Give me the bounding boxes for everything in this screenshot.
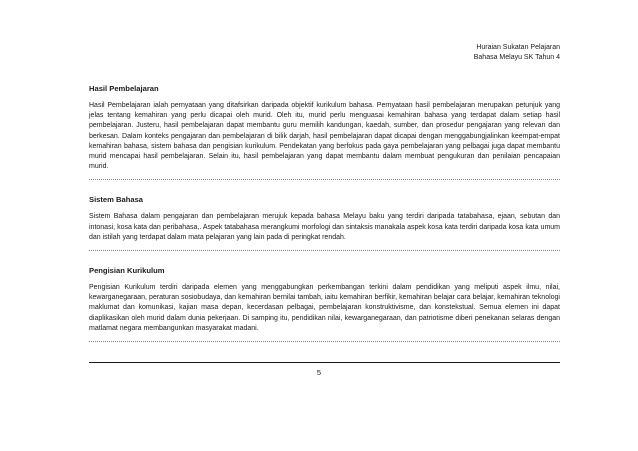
section-divider [89,250,560,251]
section-divider [89,341,560,342]
section-paragraph: Sistem Bahasa dalam pengajaran dan pembelajaran merujuk kepada bahasa Melayu baku yang terdiri daripada tatabahasa, ejaan, sebutan dan intonasi, kosa kata dan peribahasa,. Aspek tatabahasa merangkumi morfologi dan sintaksis manakala aspek kosa kata terdiri daripada kosa kata umum dan istilah yang terdapat dalam mata pelajaran yang lain pada di peringkat rendah. [89,213,560,241]
section-hasil-pembelajaran [89,84,560,180]
header-title: Huraian Sukatan Pelajaran [476,44,560,51]
section-paragraph: Pengisian Kurikulum terdiri daripada elemen yang menggabungkan perkembangan terkini dalam pendidikan yang meliputi aspek ilmu, nilai, kewarganegaraan, peraturan sosiobudaya, dan kemahiran bernilai tambah, iaitu kemahiran berfikir, kemahiran belajar cara belajar, kemahiran teknologi maklumat dan komunikasi, kajian masa depan, kecerdasan pelbagai, pembelajaran konstruktivisme, dan konstekstual. Semua elemen ini dapat diaplikasikan oleh murid dalam dunia pekerjaan. Di samping itu, pendidikan nilai, kewarganegaraan, dan patriotisme diberi penekanan selaras dengan matlamat negara membangunkan masyarakat madani. [89,284,560,332]
section-divider [89,179,560,180]
section-heading: Sistem Bahasa [89,195,144,205]
section-pengisian-kurikulum [89,266,560,342]
page-number: 5 [316,368,322,377]
section-heading: Hasil Pembelajaran [89,84,159,93]
document-body [89,84,560,342]
section-sistem-bahasa [89,195,560,251]
header-subtitle: Bahasa Melayu SK Tahun 4 [473,54,560,61]
footer-rule [89,362,560,363]
section-paragraph: Hasil Pembelajaran ialah pernyataan yang ditafsirkan daripada objektif kurikulum bahasa. Pernyataan hasil pembelajaran merupakan petunjuk yang jelas tentang kemahiran yang perlu dicapai oleh murid. Oleh itu, murid perlu menguasai kemahiran bahasa yang terdapat dalam setiap hasil pembelajaran. Justeru, hasil pembelajaran dapat membantu guru memilih kandungan, kaedah, sumber, dan prosedur pengajaran yang relevan dan berkesan. Dalam konteks pengajaran dan pembelajaran di bilik darjah, hasil pembelajaran dapat dicapai dengan menggabungjalinkan keempat-empat kemahiran bahasa, sistem bahasa dan pengisian kurikulum. Pendekatan yang berfokus pada gaya pembelajaran yang pelbagai juga dapat membantu murid mencapai hasil pembelajaran. Selain itu, hasil pembelajaran yang dapat membantu dalam membuat pengukuran dan penilaian pencapaian murid. [89,102,560,171]
section-heading: Pengisian Kurikulum [89,266,165,276]
running-header [474,43,560,63]
